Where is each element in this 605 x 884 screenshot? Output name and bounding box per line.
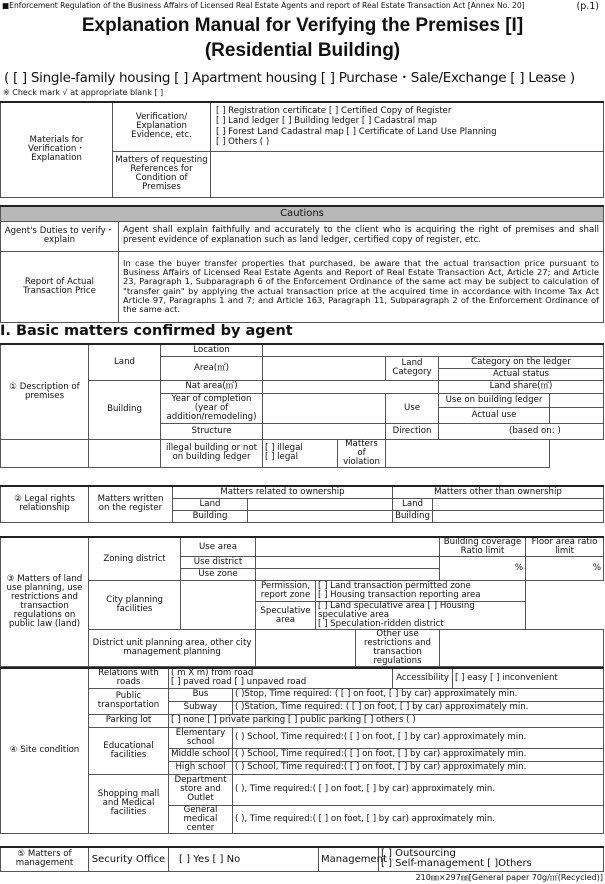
duties-text: Agent shall explain faithfully and accurately to the client who is acquiring the right of premises and shall present evidence of explanation such as land ledger, certified copy of register, etc. <box>119 221 604 251</box>
area-label: Area(㎡) <box>161 356 263 380</box>
location-field[interactable] <box>263 344 604 356</box>
ownership-building-label: Building <box>173 510 248 522</box>
coverage-percent[interactable]: % <box>440 557 526 581</box>
relations-road-label: Relations with roads <box>89 668 169 688</box>
high-label: High school <box>169 761 233 774</box>
structure-field[interactable] <box>263 423 386 439</box>
ownership-building-field[interactable] <box>248 510 393 522</box>
use-district-field[interactable] <box>256 557 440 569</box>
check-note: ※ Check mark √ at appropriate blank [ ] <box>3 88 164 97</box>
land-label: Land <box>89 344 161 380</box>
middle-label: Middle school <box>169 748 233 761</box>
city-planning-label: City planning facilities <box>89 581 181 630</box>
parking-label: Parking lot <box>89 714 169 727</box>
other-rights-label: Matters other than ownership <box>393 486 604 498</box>
bus-field[interactable]: ( )Stop, Time required: ( [ ] on foot, [ ] by car) approximately min. <box>233 688 604 701</box>
cautions-heading: Cautions <box>1 206 604 221</box>
cautions-table <box>0 205 604 323</box>
duties-label: Agent's Duties to verify・explain <box>1 221 119 251</box>
description-label: ① Description of premises <box>1 344 89 439</box>
medical-center-label: General medical center <box>169 805 233 833</box>
department-store-field[interactable]: ( ), Time required:( [ ] on foot, [ ] by car) approximately min. <box>233 774 604 805</box>
housing-type-options: ( [ ] Single-family housing [ ] Apartment housing [ ] Purchase・Sale/Exchange [ ] Lease ) <box>4 70 575 86</box>
structure-label: Structure <box>161 423 263 439</box>
location-label: Location <box>161 344 263 356</box>
ownership-label: Matters related to ownership <box>173 486 393 498</box>
high-field[interactable]: ( ) School, Time required:( [ ] on foot, [ ] by car) approximately min. <box>233 761 604 774</box>
management-table <box>0 846 604 872</box>
parking-options[interactable]: [ ] none [ ] private parking [ ] public parking [ ] others ( ) <box>169 714 604 727</box>
department-store-label: Department store and Outlet <box>169 774 233 805</box>
description-table <box>0 343 604 468</box>
use-district-label: Use district <box>181 557 256 569</box>
page-number: (p.1) <box>576 1 599 12</box>
accessibility-options[interactable]: [ ] easy [ ] inconvenient <box>453 668 604 688</box>
section-title: Ⅰ. Basic matters confirmed by agent <box>0 323 293 339</box>
land-category-label: Land Category <box>386 356 439 380</box>
medical-center-field[interactable]: ( ), Time required:( [ ] on foot, [ ] by car) approximately min. <box>233 805 604 833</box>
actual-status-label: Actual status <box>439 368 604 380</box>
illegal-options[interactable]: [ ] illegal [ ] legal <box>263 439 338 467</box>
requesting-field[interactable] <box>211 151 604 197</box>
elementary-field[interactable]: ( ) School, Time required:( [ ] on foot, [ ] by car) approximately min. <box>233 727 604 748</box>
report-text: In case the buyer transfer properties that purchased, be aware that the actual transaction price pursuant to Business Affairs of Licensed Real Estate Agents and Report of Real Estate Transaction Act, Article 27; and Article 23, Paragraph 1, Subparagraph 6 of the Enforcement Ordinance of the same act may be subject to calculation of "transfer gain" by applying the actual transaction price at the acquired time in accordance with Income Tax Act Article 97, Paragraphs 1 and 7; and Article 163, Paragraph 11, Subparagraph 2 of the Enforcement Ordinance of the same act. <box>119 251 604 322</box>
evidence-line[interactable]: [ ] Forest Land Cadastral map [ ] Certificate of Land Use Planning <box>216 126 497 137</box>
category-ledger-label: Category on the ledger <box>439 356 604 368</box>
road-field[interactable]: ( m X m) from road [ ] paved road [ ] unpaved road <box>169 668 393 688</box>
paper-spec-footer: 210㎜×297㎜[General paper 70g/㎡(Recycled)] <box>415 873 603 882</box>
ownership-land-field[interactable] <box>248 498 393 510</box>
other-land-field[interactable] <box>433 498 604 510</box>
city-planning-field[interactable] <box>181 581 256 630</box>
materials-table <box>0 101 604 198</box>
coverage-label: Building coverage Ratio limit <box>440 537 526 557</box>
management-type-label: Management <box>319 847 379 871</box>
land-use-label: ③ Matters of land use planning, use restrictions and transaction regulations on public law (land) <box>1 537 89 667</box>
violation-field[interactable] <box>386 439 550 467</box>
other-use-label: Other use restrictions and transaction regulations <box>356 630 440 667</box>
legal-rights-table <box>0 485 604 523</box>
evidence-line[interactable]: [ ] Registration certificate [ ] Certified Copy of Register <box>216 105 452 116</box>
direction-based-on[interactable]: (based on: ) <box>439 423 604 439</box>
net-area-field[interactable] <box>263 380 439 393</box>
other-use-field[interactable] <box>440 630 604 667</box>
floor-ratio-label: Floor area ratio limit <box>526 537 604 557</box>
evidence-line[interactable]: [ ] Land ledger [ ] Building ledger [ ] Cadastral map <box>216 116 437 127</box>
permission-zone-options[interactable]: [ ] Land transaction permitted zone [ ] Housing transaction reporting area <box>316 581 526 602</box>
district-unit-field[interactable] <box>256 630 356 667</box>
requesting-label: Matters of requesting References for Condition of Premises <box>113 151 211 197</box>
illegal-building-label: illegal building or not on building ledger <box>161 439 263 467</box>
educational-label: Educational facilities <box>89 727 169 774</box>
middle-field[interactable]: ( ) School, Time required:( [ ] on foot, [ ] by car) approximately min. <box>233 748 604 761</box>
ownership-land-label: Land <box>173 498 248 510</box>
actual-use-label: Actual use <box>439 407 550 423</box>
other-building-label: Building <box>393 510 433 522</box>
use-zone-label: Use zone <box>181 569 256 581</box>
violation-label: Matters of violation <box>338 439 386 467</box>
zoning-district-label: Zoning district <box>89 537 181 581</box>
bus-label: Bus <box>169 688 233 701</box>
year-completion-label: Year of completion (year of addition/remodeling) <box>161 393 263 423</box>
year-completion-field[interactable] <box>263 393 386 423</box>
form-subtitle: (Residential Building) <box>204 40 401 61</box>
evidence-options[interactable] <box>211 102 604 151</box>
use-ledger-field[interactable] <box>550 393 604 407</box>
evidence-label: Verification/ Explanation Evidence, etc. <box>113 102 211 151</box>
speculative-area-options[interactable]: [ ] Land speculative area [ ] Housing speculative area [ ] Speculation-ridden district <box>316 602 526 630</box>
security-options[interactable]: [ ] Yes [ ] No <box>169 847 319 871</box>
other-land-label: Land <box>393 498 433 510</box>
management-options[interactable]: [ ] Outsourcing [ ] Self-management [ ]Others <box>379 847 604 871</box>
accessibility-label: Accessibility <box>393 668 453 688</box>
net-area-label: Nat area(㎡) <box>161 380 263 393</box>
evidence-line[interactable]: [ ] Others ( ) <box>216 137 270 148</box>
legal-rights-label: ② Legal rights relationship <box>1 486 89 522</box>
use-area-label: Use area <box>181 537 256 557</box>
management-label: ⑤ Matters of management <box>1 847 89 871</box>
security-office-label: Security Office <box>89 847 169 871</box>
report-label: Report of Actual Transaction Price <box>1 251 119 322</box>
district-unit-label: District unit planning area, other city management planning <box>89 630 256 667</box>
direction-label: Direction <box>386 423 439 439</box>
materials-label: Materials for Verification・Explanation <box>1 102 113 197</box>
subway-field[interactable]: ( )Station, Time required: ( [ ] on foot, [ ] by car) approximately min. <box>233 701 604 714</box>
actual-use-field[interactable] <box>550 407 604 423</box>
permission-zone-label: Permission, report zone <box>256 581 316 602</box>
use-label: Use <box>386 393 439 423</box>
form-title: Explanation Manual for Verifying the Premises [I] <box>81 15 524 36</box>
building-label: Building <box>89 380 161 439</box>
register-matters-label: Matters written on the register <box>89 486 173 522</box>
subway-label: Subway <box>169 701 233 714</box>
elementary-label: Elementary school <box>169 727 233 748</box>
other-building-field[interactable] <box>433 510 604 522</box>
area-field[interactable] <box>263 356 386 380</box>
land-share-label: Land share(㎡) <box>439 380 604 393</box>
use-area-field[interactable] <box>256 537 440 557</box>
floor-ratio-percent[interactable]: % <box>526 557 604 581</box>
regulation-header: ■Enforcement Regulation of the Business Affairs of Licensed Real Estate Agents and report of Real Estate Transaction Act [Annex No. 20] <box>2 1 525 10</box>
site-condition-table <box>0 667 604 834</box>
speculative-area-label: Speculative area <box>256 602 316 630</box>
shopping-medical-label: Shopping mall and Medical facilities <box>89 774 169 833</box>
public-transport-label: Public transportation <box>89 688 169 714</box>
use-zone-field[interactable] <box>256 569 440 581</box>
use-ledger-label: Use on building ledger <box>439 393 550 407</box>
land-use-table <box>0 536 604 667</box>
site-condition-label: ④ Site condition <box>1 668 89 833</box>
